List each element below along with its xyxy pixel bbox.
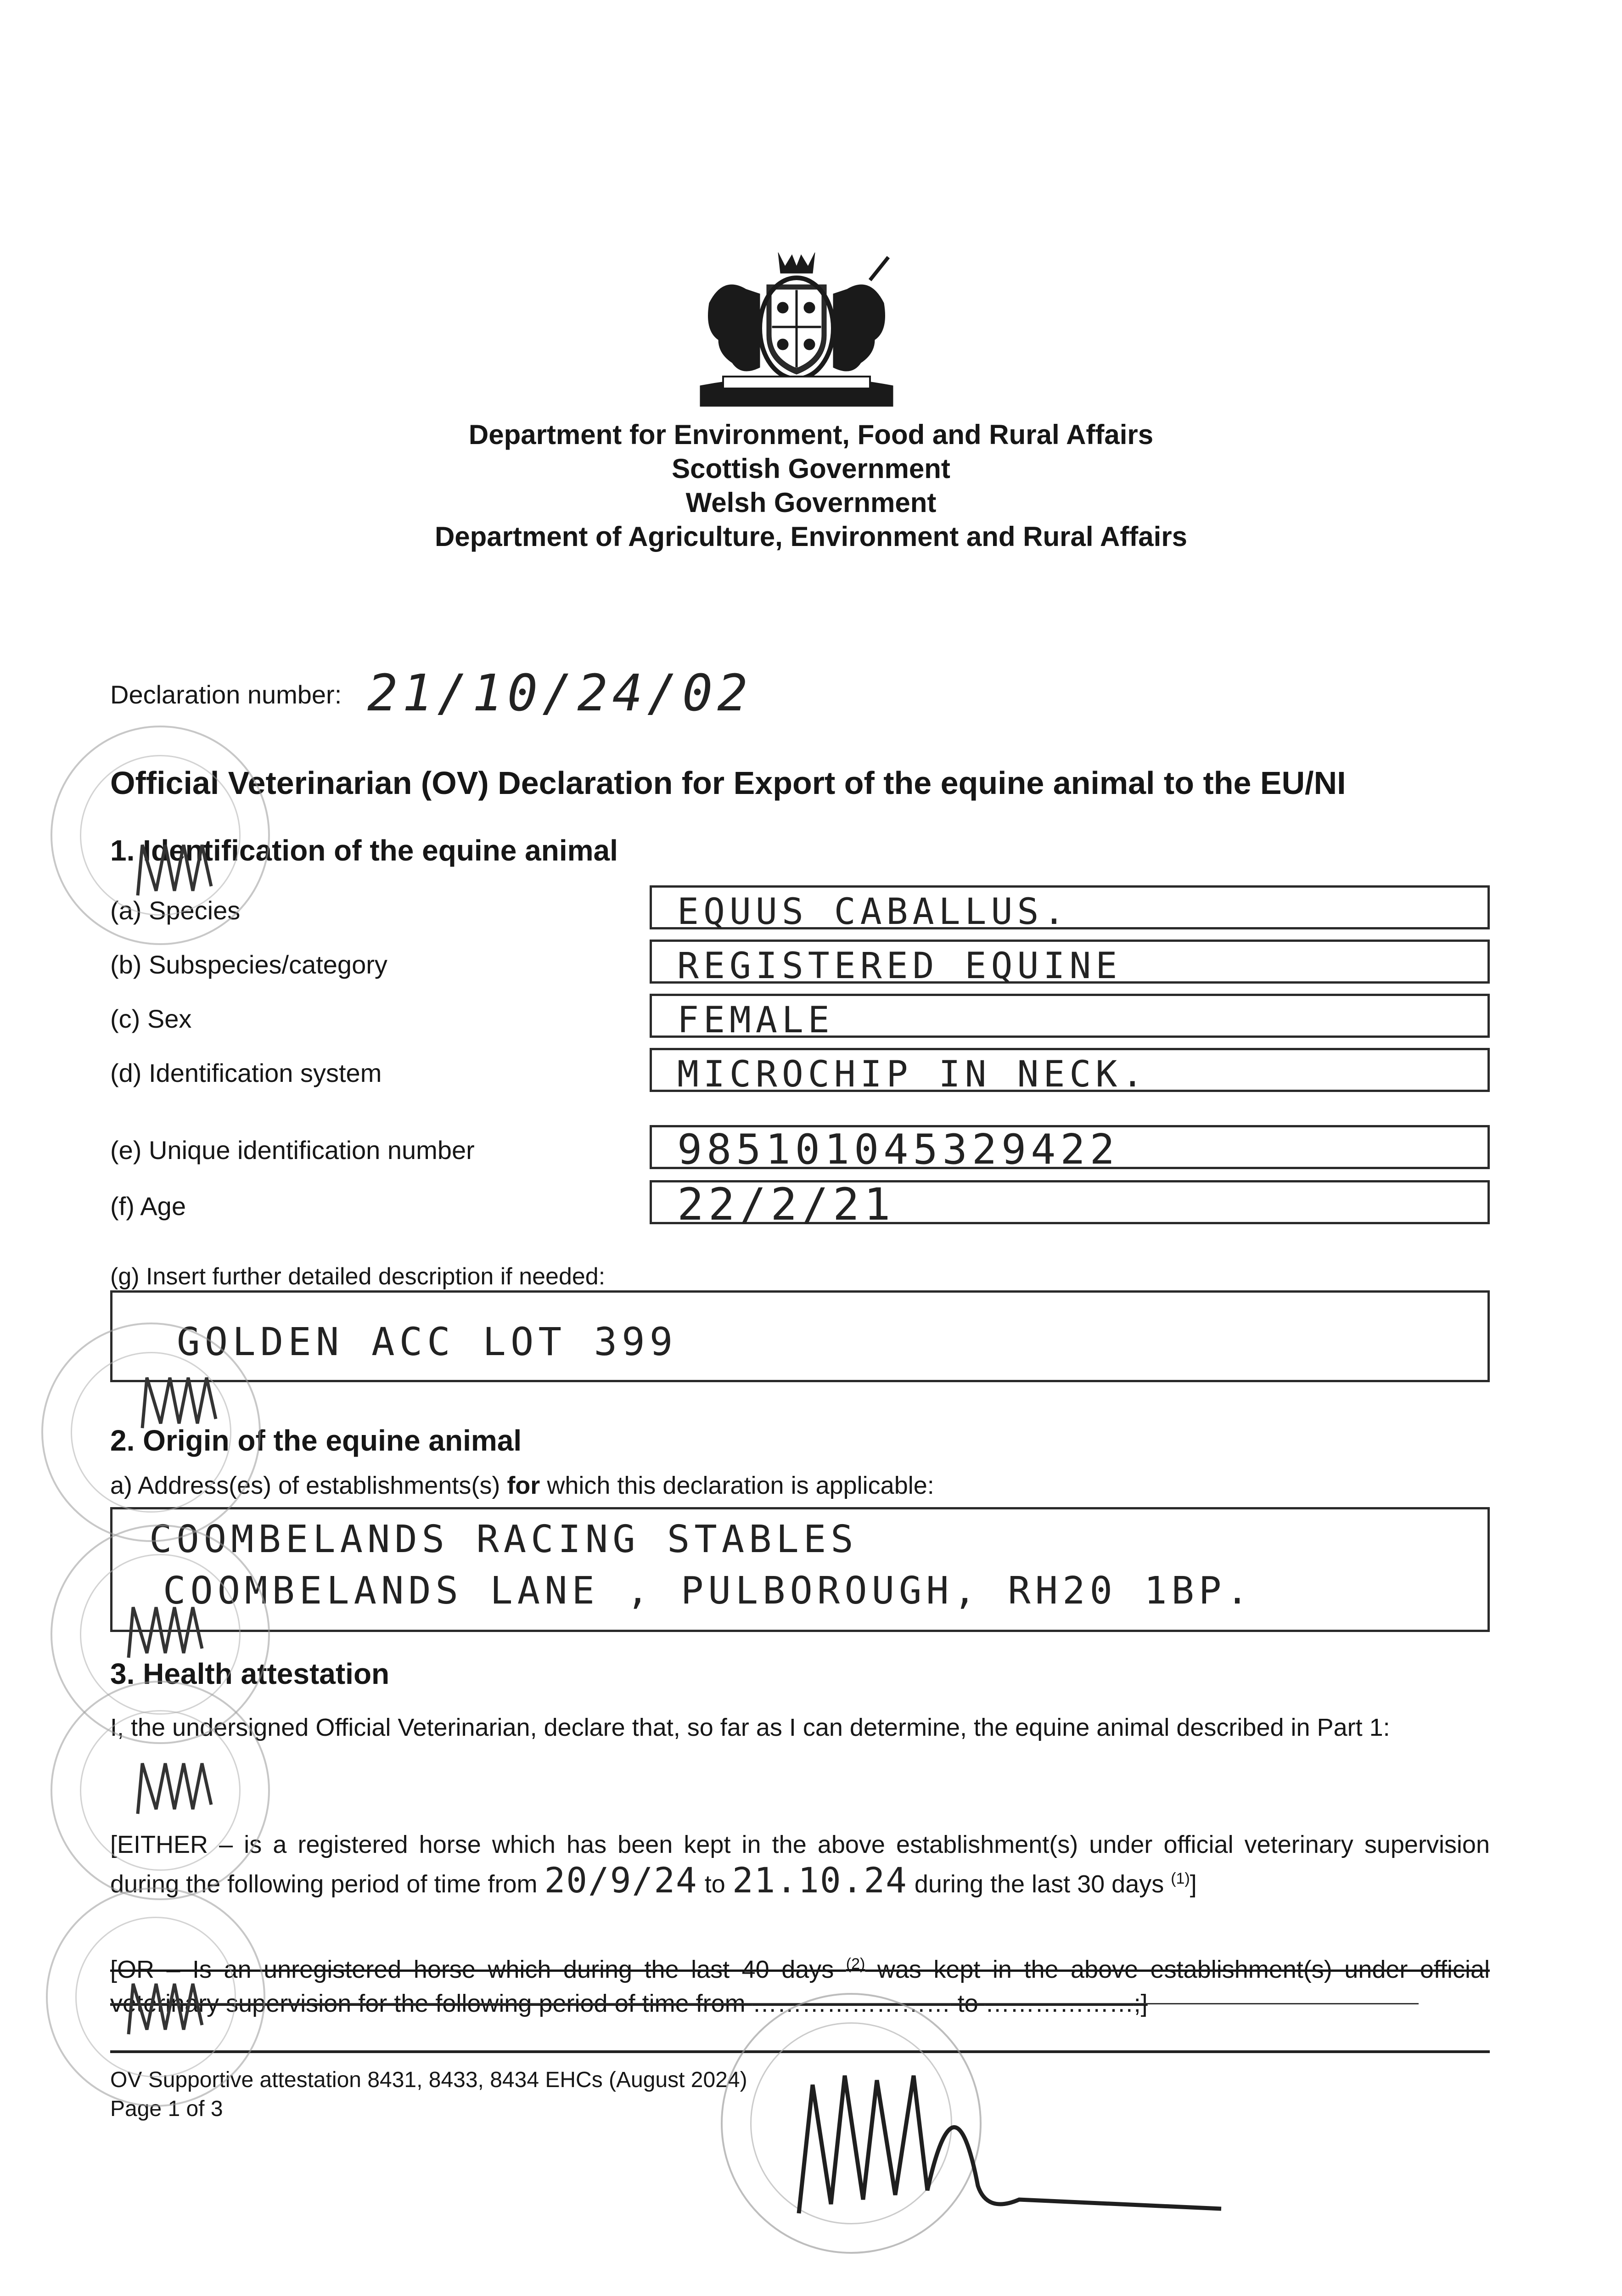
address-line1: COOMBELANDS RACING STABLES [149,1518,858,1561]
footnote-1-ref: (1) [1171,1870,1190,1887]
uid-label: (e) Unique identification number [110,1136,475,1165]
section2-heading: 2. Origin of the equine animal [110,1424,522,1457]
ov-signature [780,2048,1240,2241]
ov-initials [124,1975,216,2039]
attestation-intro: I, the undersigned Official Veterinarian, declare that, so far as I can determine, the equine animal described in Part 1: [110,1714,1390,1741]
id-system-label: (d) Identification system [110,1058,382,1087]
uid-value: 985101045329422 [677,1125,1119,1174]
sex-value: FEMALE [677,1000,834,1041]
either-to-word: to [697,1870,732,1898]
or-to-word: to [950,1990,985,2017]
sex-label: (c) Sex [110,1004,192,1033]
subspecies-label: (b) Subspecies/category [110,950,387,979]
dept-defra: Department for Environment, Food and Rural Affairs [468,419,1154,450]
species-value: EQUUS CABALLUS. [677,891,1070,933]
or-mid-text: was kept in the above establishment(s) under official veterinary supervision for the following period of time from [110,1956,1490,2017]
either-post-text: during the last 30 days [907,1870,1171,1898]
ov-initials [133,1754,225,1818]
royal-coat-of-arms-icon [691,248,902,413]
ov-initials [138,1368,230,1433]
footer-page-number: Page 1 of 3 [110,2097,223,2121]
age-field[interactable] [650,1179,1490,1230]
address-field[interactable] [110,1507,1490,1632]
either-from-date: 20/9/24 [544,1860,698,1901]
address-label-post: which this declaration is applicable: [540,1472,934,1499]
uid-field[interactable] [650,1125,1490,1174]
address-label-bold: for [507,1472,540,1499]
age-label: (f) Age [110,1192,186,1221]
dept-daera: Department of Agriculture, Environment and Rural Affairs [434,521,1188,552]
further-description-value: GOLDEN ACC LOT 399 [177,1319,678,1364]
sex-field[interactable] [650,994,1490,1041]
species-field[interactable] [650,885,1490,933]
further-description-field[interactable] [110,1290,1490,1382]
ov-initials [133,836,225,900]
footer-attestation-ref: OV Supportive attestation 8431, 8433, 8434 EHCs (August 2024) [110,2068,747,2092]
ov-initials [124,1598,216,1662]
section3-heading: 3. Health attestation [110,1657,390,1690]
address-label-pre: a) Address(es) of establishments(s) [110,1472,507,1499]
section1-heading: 1. Identification of the equine animal [110,834,618,867]
or-text: [OR – Is an unregistered horse which during the last 40 days [110,1956,846,1983]
dept-scottish-gov: Scottish Government [672,453,950,484]
age-value: 22/2/21 [677,1179,895,1230]
either-text: [EITHER – is a registered horse which has been kept in the above establishment(s) under official veterinary supervision during the following period of time from [110,1831,1490,1898]
either-clause [110,1828,1490,1901]
either-close: ] [1190,1870,1197,1898]
species-label: (a) Species [110,896,241,925]
address-line2: COOMBELANDS LANE , PULBOROUGH, RH20 1BP. [163,1569,1253,1613]
id-system-value: MICROCHIP IN NECK. [677,1054,1148,1095]
subspecies-value: REGISTERED EQUINE [677,945,1122,987]
either-to-date: 21.10.24 [732,1860,908,1901]
or-blank-from: …………………… [752,1990,951,2017]
footnote-2-ref: (2) [846,1955,865,1973]
subspecies-field[interactable] [650,940,1490,987]
ov-stamp [51,726,270,945]
or-close: ;] [1134,1990,1148,2017]
id-system-field[interactable] [650,1048,1490,1095]
declaration-number-value: 21/10/24/02 [367,664,752,722]
or-blank-to: ……………… [985,1990,1134,2017]
declaration-number-label: Declaration number: [110,680,342,709]
document-title: Official Veterinarian (OV) Declaration for Export of the equine animal to the EU/NI [110,765,1346,801]
or-underline [110,2003,1419,2004]
dept-welsh-gov: Welsh Government [685,487,937,518]
further-description-label: (g) Insert further detailed description if needed: [110,1263,606,1290]
